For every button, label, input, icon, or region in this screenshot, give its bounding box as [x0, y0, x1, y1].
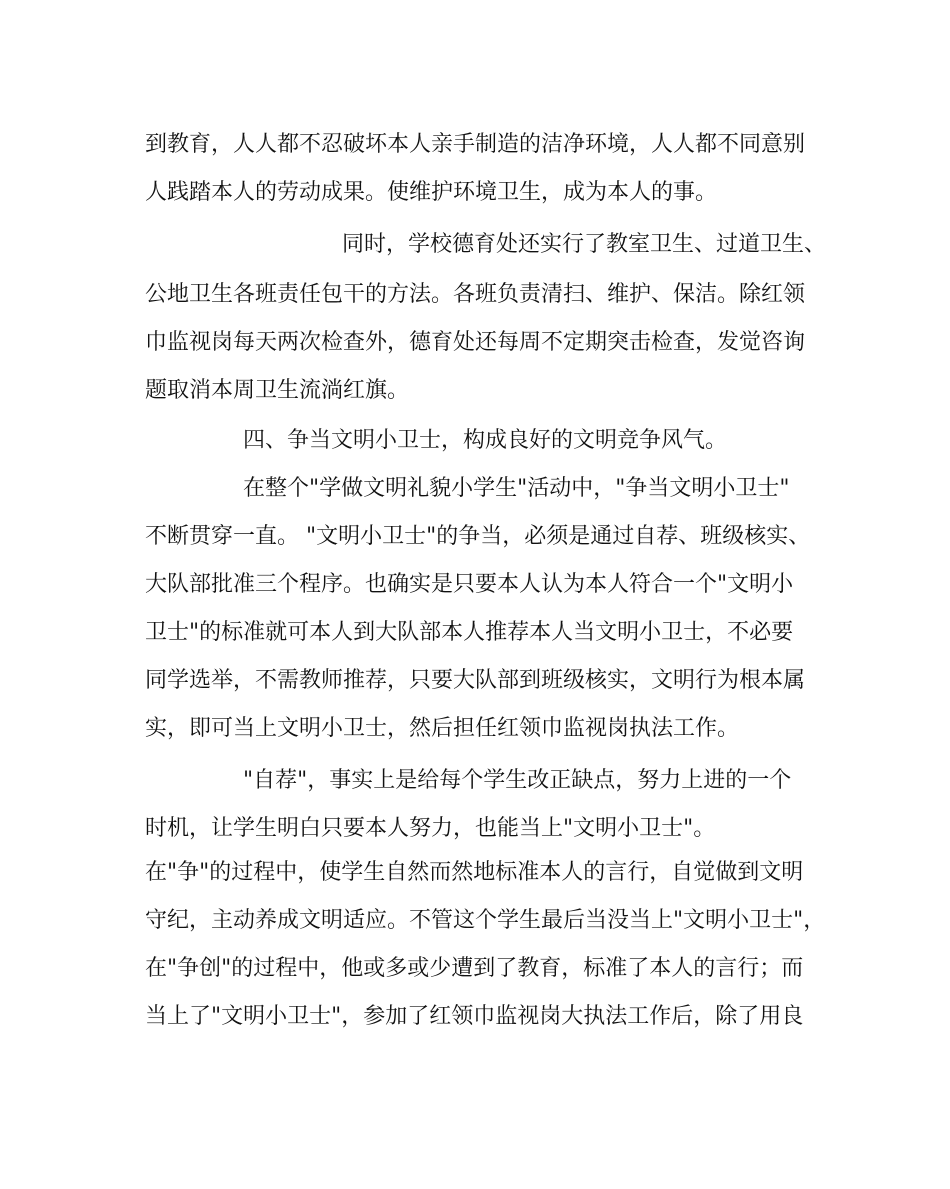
text-line: 不断贯穿一直。 "文明小卫士"的争当，必须是通过自荐、班级核实、: [145, 524, 811, 549]
text-line: "自荐"，事实上是给每个学生改正缺点，努力上进的一个: [243, 768, 792, 793]
text-line: 时机，让学生明白只要本人努力，也能当上"文明小卫士"。: [145, 816, 716, 841]
text-line: 在"争"的过程中，使学生自然而然地标准本人的言行，自觉做到文明: [145, 860, 804, 885]
text-line: 在整个"学做文明礼貌小学生"活动中，"争当文明小卫士": [243, 476, 790, 501]
text-line: 大队部批准三个程序。也确实是只要本人认为本人符合一个"文明小: [145, 572, 794, 597]
section-heading: 四、争当文明小卫士，构成良好的文明竞争风气。: [243, 428, 728, 453]
text-line: 人践踏本人的劳动成果。使维护环境卫生，成为本人的事。: [145, 180, 718, 205]
text-line: 公地卫生各班责任包干的方法。各班负责清扫、维护、保洁。除红领: [145, 282, 806, 307]
text-line: 同时，学校德育处还实行了教室卫生、过道卫生、: [342, 232, 827, 257]
text-line: 当上了"文明小卫士"，参加了红领巾监视岗大执法工作后，除了用良: [145, 1004, 804, 1029]
text-line: 同学选举，不需教师推荐，只要大队部到班级核实，文明行为根本属: [145, 668, 806, 693]
text-line: 巾监视岗每天两次检查外，德育处还每周不定期突击检查，发觉咨询: [145, 330, 806, 355]
text-line: 题取消本周卫生流淌红旗。: [145, 378, 410, 403]
text-line: 守纪，主动养成文明适应。不管这个学生最后当没当上"文明小卫士"，: [145, 908, 826, 933]
text-line: 在"争创"的过程中，他或多或少遭到了教育，标准了本人的言行；而: [145, 956, 804, 981]
text-line: 卫士"的标准就可本人到大队部本人推荐本人当文明小卫士，不必要: [145, 620, 794, 645]
text-line: 实，即可当上文明小卫士，然后担任红领巾监视岗执法工作。: [145, 716, 740, 741]
text-line: 到教育，人人都不忍破坏本人亲手制造的洁净环境，人人都不同意别: [145, 132, 806, 157]
